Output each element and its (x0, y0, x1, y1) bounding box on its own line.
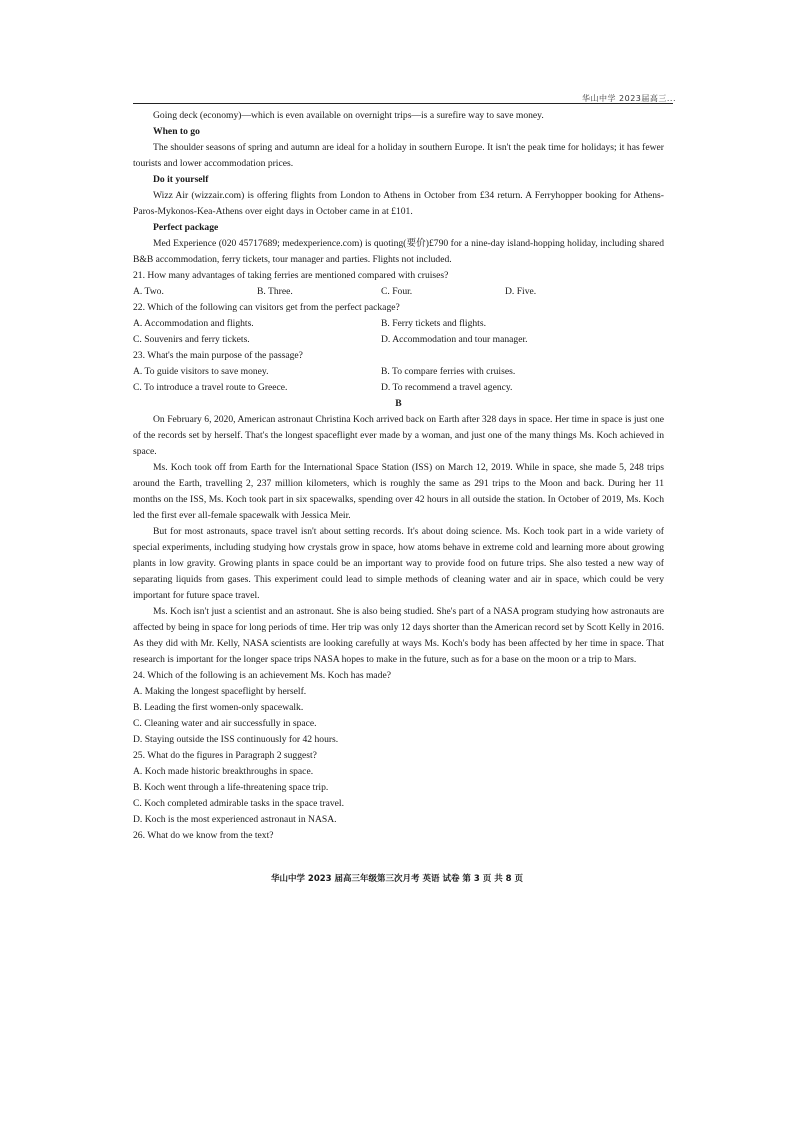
option-23-d: D. To recommend a travel agency. (381, 382, 513, 393)
paragraph-perfect-package: Med Experience (020 45717689; medexperience.com) is quoting(要价)£790 for a nine-day island-hopping holiday, including shared B&B accommodation, ferry tickets, tour manager and parties. Flights not included. (133, 238, 664, 265)
question-21-options (133, 284, 664, 300)
heading-do-it-yourself: Do it yourself (153, 174, 209, 185)
header-rule (133, 103, 673, 104)
passage-b-paragraph-3: But for most astronauts, space travel isn't about setting records. It's about doing science. Ms. Koch took part in a wide variety of special experiments, including studying how crystals grow in space, how atoms behave in extreme cold and learning more about growing plants in low gravity. Growing plants in space could be an important way to provide food on future trips. She also tested a new way of separating liquids from gases. This experiment could lead to simple methods of cleaning water and air in space, which could be very important for future space travel. (133, 526, 664, 601)
passage-b-paragraph-1: On February 6, 2020, American astronaut Christina Koch arrived back on Earth after 328 days in space. Her time in space is just one of the records set by herself. That's the longest spaceflight ever made by a woman, and just one of the many things Ms. Koch achieved in space. (133, 414, 664, 457)
question-22-options-row2 (133, 332, 664, 348)
option-25-a: A. Koch made historic breakthroughs in space. (133, 766, 314, 777)
passage-b-paragraph-2: Ms. Koch took off from Earth for the International Space Station (ISS) on March 12, 2019. While in space, she made 5, 248 trips around the Earth, travelling 2, 237 million kilometers, which is roughly the same as 291 trips to the Moon and back. During her 11 months on the ISS, Ms. Koch took part in six spacewalks, spending over 42 hours in all outside the station. In October of 2019, Ms. Koch led the first ever all-female spacewalk with Jessica Meir. (133, 462, 664, 521)
option-21-b: B. Three. (257, 286, 293, 297)
option-21-a: A. Two. (133, 286, 164, 297)
question-23-stem: 23. What's the main purpose of the passage? (133, 350, 303, 361)
heading-when-to-go: When to go (153, 126, 200, 137)
question-24-stem: 24. Which of the following is an achievement Ms. Koch has made? (133, 670, 391, 681)
option-22-d: D. Accommodation and tour manager. (381, 334, 528, 345)
option-24-b: B. Leading the first women-only spacewalk. (133, 702, 304, 713)
option-24-c: C. Cleaning water and air successfully in space. (133, 718, 317, 729)
option-24-d: D. Staying outside the ISS continuously for 42 hours. (133, 734, 339, 745)
page-footer: 华山中学 2023 届高三年级第三次月考 英语 试卷 第 3 页 共 8 页 (270, 874, 524, 884)
section-b-heading: B (395, 398, 402, 409)
option-25-d: D. Koch is the most experienced astronaut in NASA. (133, 814, 337, 825)
question-23-options-row1 (133, 364, 664, 380)
option-24-a: A. Making the longest spaceflight by herself. (133, 686, 307, 697)
question-22-options-row1 (133, 316, 664, 332)
option-22-a: A. Accommodation and flights. (133, 318, 254, 329)
option-23-c: C. To introduce a travel route to Greece. (133, 382, 288, 393)
passage-b-paragraph-4: Ms. Koch isn't just a scientist and an astronaut. She is also being studied. She's part of a NASA program studying how astronauts are affected by being in space for long periods of time. Her trip was only 12 days shorter than the American record set by Scott Kelly in 2016. As they did with Mr. Kelly, NASA scientists are looking carefully at ways Ms. Koch's body has been affected by her time in space. That research is important for the longer space trips NASA hopes to make in the future, such as for a base on the moon or a trip to Mars. (133, 606, 664, 665)
paragraph-do-it-yourself: Wizz Air (wizzair.com) is offering flights from London to Athens in October from £34 return. A Ferryhopper booking for Athens-Paros-Mykonos-Kea-Athens over eight days in October came in at £101. (133, 190, 664, 217)
option-25-c: C. Koch completed admirable tasks in the space travel. (133, 798, 344, 809)
option-21-d: D. Five. (505, 286, 537, 297)
question-23-options-row2 (133, 380, 664, 396)
heading-perfect-package: Perfect package (153, 222, 219, 233)
option-25-b: B. Koch went through a life-threatening space trip. (133, 782, 329, 793)
option-21-c: C. Four. (381, 286, 413, 297)
option-22-b: B. Ferry tickets and flights. (381, 318, 486, 329)
page-content (133, 108, 664, 844)
header-corner-text: 华山中学 2023届高三... (581, 94, 676, 103)
paragraph-when-to-go: The shoulder seasons of spring and autumn are ideal for a holiday in southern Europe. It isn't the peak time for holidays; it has fewer tourists and lower accommodation prices. (133, 142, 664, 169)
passage-a-line: Going deck (economy)—which is even available on overnight trips—is a surefire way to save money. (153, 110, 544, 121)
question-22-stem: 22. Which of the following can visitors get from the perfect package? (133, 302, 400, 313)
option-22-c: C. Souvenirs and ferry tickets. (133, 334, 250, 345)
question-21-stem: 21. How many advantages of taking ferries are mentioned compared with cruises? (133, 270, 449, 281)
question-26-stem: 26. What do we know from the text? (133, 830, 274, 841)
option-23-b: B. To compare ferries with cruises. (381, 366, 516, 377)
option-23-a: A. To guide visitors to save money. (133, 366, 269, 377)
question-25-stem: 25. What do the figures in Paragraph 2 suggest? (133, 750, 317, 761)
